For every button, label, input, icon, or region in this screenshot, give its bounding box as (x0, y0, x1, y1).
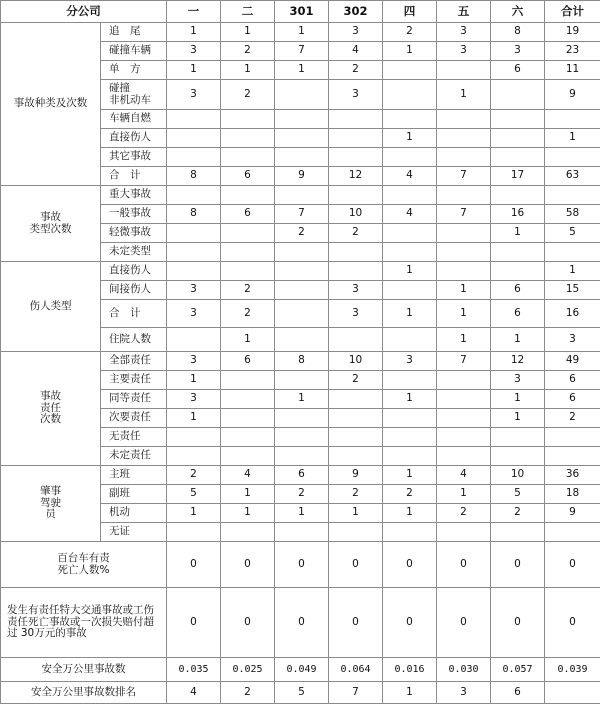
value-cell: 7 (275, 205, 329, 224)
value-cell: 1 (167, 371, 221, 390)
value-cell (221, 148, 275, 167)
value-cell: 3 (545, 328, 600, 352)
value-cell (221, 523, 275, 542)
value-cell (491, 110, 545, 129)
value-cell (383, 110, 437, 129)
value-cell (221, 262, 275, 281)
value-cell: 10 (329, 205, 383, 224)
table-row (1, 23, 600, 42)
value-cell (329, 447, 383, 466)
summary-value-cell: 0 (383, 588, 437, 658)
value-cell (275, 186, 329, 205)
summary-value-cell: 0 (545, 588, 600, 658)
value-cell: 1 (167, 23, 221, 42)
value-cell: 2 (383, 23, 437, 42)
value-cell: 2 (275, 224, 329, 243)
value-cell: 1 (383, 42, 437, 61)
value-cell: 2 (491, 504, 545, 523)
summary-value-cell: 0 (167, 542, 221, 588)
value-cell: 10 (491, 466, 545, 485)
value-cell: 1 (383, 466, 437, 485)
summary-value-cell: 0.030 (437, 658, 491, 682)
table-row (1, 262, 600, 281)
value-cell (491, 148, 545, 167)
value-cell (383, 281, 437, 300)
value-cell: 1 (167, 504, 221, 523)
value-cell: 1 (329, 504, 383, 523)
value-cell (383, 328, 437, 352)
row-group-label: 伤人类型 (1, 262, 101, 352)
row-label: 合 计 (101, 167, 167, 186)
value-cell (167, 428, 221, 447)
column-header: 五 (437, 1, 491, 23)
value-cell: 15 (545, 281, 600, 300)
value-cell: 6 (221, 205, 275, 224)
value-cell: 12 (329, 167, 383, 186)
value-cell: 3 (167, 390, 221, 409)
value-cell: 1 (545, 262, 600, 281)
column-header: 四 (383, 1, 437, 23)
value-cell: 2 (329, 61, 383, 80)
row-label: 同等责任 (101, 390, 167, 409)
value-cell: 1 (491, 409, 545, 428)
value-cell (383, 447, 437, 466)
value-cell (329, 262, 383, 281)
column-header: 二 (221, 1, 275, 23)
header-row (1, 1, 600, 23)
value-cell: 23 (545, 42, 600, 61)
row-label: 直接伤人 (101, 262, 167, 281)
summary-value-cell: 2 (221, 682, 275, 704)
value-cell (329, 523, 383, 542)
value-cell (329, 243, 383, 262)
value-cell: 1 (275, 23, 329, 42)
table-row (1, 352, 600, 371)
value-cell: 3 (437, 42, 491, 61)
row-label: 其它事故 (101, 148, 167, 167)
value-cell: 6 (491, 61, 545, 80)
value-cell (545, 186, 600, 205)
summary-value-cell: 0 (329, 542, 383, 588)
summary-value-cell: 7 (329, 682, 383, 704)
value-cell (329, 390, 383, 409)
row-label: 重大事故 (101, 186, 167, 205)
value-cell: 3 (437, 23, 491, 42)
value-cell: 9 (545, 504, 600, 523)
value-cell (221, 243, 275, 262)
value-cell (437, 428, 491, 447)
value-cell: 4 (437, 466, 491, 485)
summary-value-cell: 0.064 (329, 658, 383, 682)
value-cell: 6 (545, 371, 600, 390)
value-cell: 7 (437, 352, 491, 371)
value-cell (545, 523, 600, 542)
row-label: 全部责任 (101, 352, 167, 371)
column-header: 合计 (545, 1, 600, 23)
value-cell (167, 148, 221, 167)
value-cell (221, 409, 275, 428)
value-cell (437, 110, 491, 129)
value-cell: 5 (491, 485, 545, 504)
value-cell: 12 (491, 352, 545, 371)
row-label: 单 方 (101, 61, 167, 80)
value-cell (491, 80, 545, 110)
value-cell: 8 (167, 205, 221, 224)
value-cell (545, 428, 600, 447)
value-cell (437, 371, 491, 390)
value-cell: 9 (275, 167, 329, 186)
value-cell (383, 148, 437, 167)
value-cell: 3 (167, 281, 221, 300)
value-cell: 1 (383, 262, 437, 281)
value-cell: 1 (437, 300, 491, 328)
value-cell (167, 129, 221, 148)
row-label: 轻微事故 (101, 224, 167, 243)
value-cell (545, 243, 600, 262)
value-cell: 2 (383, 485, 437, 504)
summary-value-cell: 0 (167, 588, 221, 658)
value-cell (437, 61, 491, 80)
value-cell (275, 428, 329, 447)
value-cell (383, 409, 437, 428)
row-label: 追 尾 (101, 23, 167, 42)
summary-label: 发生有责任特大交通事故或工伤责任死亡事故或一次损失赔付超过 30万元的事故 (1, 588, 167, 658)
company-header: 分公司 (1, 1, 167, 23)
summary-value-cell: 0 (437, 542, 491, 588)
value-cell (491, 186, 545, 205)
value-cell: 3 (167, 42, 221, 61)
value-cell: 2 (329, 371, 383, 390)
summary-value-cell: 0 (437, 588, 491, 658)
value-cell: 49 (545, 352, 600, 371)
value-cell (545, 447, 600, 466)
value-cell: 6 (545, 390, 600, 409)
summary-value-cell (545, 682, 600, 704)
row-label: 合 计 (101, 300, 167, 328)
value-cell (383, 428, 437, 447)
value-cell: 1 (221, 61, 275, 80)
value-cell: 6 (491, 281, 545, 300)
value-cell: 1 (221, 23, 275, 42)
value-cell: 1 (221, 485, 275, 504)
value-cell: 4 (329, 42, 383, 61)
value-cell (167, 243, 221, 262)
summary-value-cell: 0.016 (383, 658, 437, 682)
value-cell: 1 (383, 129, 437, 148)
value-cell: 1 (437, 485, 491, 504)
value-cell: 1 (221, 328, 275, 352)
value-cell: 5 (167, 485, 221, 504)
value-cell (437, 186, 491, 205)
row-label: 车辆自燃 (101, 110, 167, 129)
value-cell (437, 447, 491, 466)
row-label: 未定责任 (101, 447, 167, 466)
value-cell (329, 129, 383, 148)
value-cell: 36 (545, 466, 600, 485)
value-cell: 2 (329, 485, 383, 504)
value-cell (221, 371, 275, 390)
value-cell (167, 523, 221, 542)
summary-value-cell: 4 (167, 682, 221, 704)
value-cell: 3 (167, 352, 221, 371)
summary-value-cell: 0.057 (491, 658, 545, 682)
summary-value-cell: 0 (545, 542, 600, 588)
value-cell: 63 (545, 167, 600, 186)
value-cell (491, 428, 545, 447)
value-cell: 2 (221, 281, 275, 300)
value-cell: 11 (545, 61, 600, 80)
value-cell (167, 447, 221, 466)
value-cell (221, 110, 275, 129)
value-cell: 2 (221, 80, 275, 110)
value-cell: 1 (167, 61, 221, 80)
value-cell (275, 148, 329, 167)
value-cell: 6 (221, 352, 275, 371)
value-cell (221, 224, 275, 243)
value-cell: 58 (545, 205, 600, 224)
row-label: 直接伤人 (101, 129, 167, 148)
value-cell (329, 409, 383, 428)
row-group-label: 事故 责任 次数 (1, 352, 101, 466)
value-cell: 2 (221, 300, 275, 328)
column-header: 301 (275, 1, 329, 23)
summary-value-cell: 6 (491, 682, 545, 704)
row-label: 间接伤人 (101, 281, 167, 300)
value-cell (167, 328, 221, 352)
value-cell (275, 243, 329, 262)
value-cell: 17 (491, 167, 545, 186)
value-cell: 1 (275, 390, 329, 409)
value-cell (437, 409, 491, 428)
summary-value-cell: 0 (275, 542, 329, 588)
value-cell: 2 (221, 42, 275, 61)
row-group-label: 事故种类及次数 (1, 23, 101, 186)
value-cell (383, 186, 437, 205)
value-cell: 10 (329, 352, 383, 371)
value-cell (275, 300, 329, 328)
value-cell: 1 (491, 328, 545, 352)
value-cell (383, 224, 437, 243)
value-cell (275, 129, 329, 148)
summary-value-cell: 0 (383, 542, 437, 588)
row-label: 未定类型 (101, 243, 167, 262)
value-cell: 6 (275, 466, 329, 485)
value-cell: 1 (275, 504, 329, 523)
value-cell: 3 (329, 23, 383, 42)
summary-value-cell: 0.049 (275, 658, 329, 682)
row-label: 次要责任 (101, 409, 167, 428)
summary-value-cell: 0 (491, 588, 545, 658)
value-cell (329, 428, 383, 447)
row-group-label: 事故 类型次数 (1, 186, 101, 262)
value-cell: 9 (545, 80, 600, 110)
value-cell: 2 (437, 504, 491, 523)
row-label: 碰撞 非机动车 (101, 80, 167, 110)
value-cell: 1 (167, 409, 221, 428)
value-cell: 3 (167, 300, 221, 328)
value-cell (221, 428, 275, 447)
row-label: 一般事故 (101, 205, 167, 224)
summary-value-cell: 0 (491, 542, 545, 588)
value-cell (491, 262, 545, 281)
summary-row (1, 588, 600, 658)
value-cell: 5 (545, 224, 600, 243)
value-cell: 7 (437, 205, 491, 224)
value-cell: 1 (437, 80, 491, 110)
summary-row (1, 542, 600, 588)
value-cell (167, 262, 221, 281)
value-cell: 6 (491, 300, 545, 328)
summary-value-cell: 3 (437, 682, 491, 704)
value-cell (383, 523, 437, 542)
value-cell: 8 (167, 167, 221, 186)
value-cell (437, 243, 491, 262)
summary-value-cell: 0.035 (167, 658, 221, 682)
value-cell (221, 447, 275, 466)
row-label: 无证 (101, 523, 167, 542)
value-cell: 4 (221, 466, 275, 485)
value-cell: 3 (491, 42, 545, 61)
value-cell (275, 371, 329, 390)
summary-label: 安全万公里事故数 (1, 658, 167, 682)
value-cell: 4 (383, 167, 437, 186)
value-cell (437, 262, 491, 281)
value-cell (329, 148, 383, 167)
value-cell: 1 (437, 281, 491, 300)
summary-row (1, 658, 600, 682)
value-cell: 3 (329, 300, 383, 328)
value-cell: 6 (221, 167, 275, 186)
summary-row (1, 682, 600, 704)
value-cell (167, 110, 221, 129)
value-cell: 16 (491, 205, 545, 224)
value-cell (329, 110, 383, 129)
value-cell: 8 (491, 23, 545, 42)
value-cell: 7 (275, 42, 329, 61)
value-cell (383, 243, 437, 262)
value-cell: 2 (275, 485, 329, 504)
value-cell: 3 (329, 80, 383, 110)
value-cell (275, 262, 329, 281)
value-cell: 1 (383, 390, 437, 409)
value-cell: 2 (545, 409, 600, 428)
summary-value-cell: 1 (383, 682, 437, 704)
row-label: 碰撞车辆 (101, 42, 167, 61)
value-cell: 1 (275, 61, 329, 80)
value-cell (221, 129, 275, 148)
value-cell: 1 (221, 504, 275, 523)
value-cell: 8 (275, 352, 329, 371)
value-cell (275, 409, 329, 428)
value-cell (437, 523, 491, 542)
value-cell (275, 523, 329, 542)
value-cell: 2 (329, 224, 383, 243)
value-cell: 1 (383, 300, 437, 328)
value-cell (329, 186, 383, 205)
value-cell (437, 129, 491, 148)
summary-label: 百台车有责 死亡人数% (1, 542, 167, 588)
value-cell (167, 224, 221, 243)
row-label: 无责任 (101, 428, 167, 447)
value-cell (437, 148, 491, 167)
value-cell (491, 129, 545, 148)
value-cell: 1 (383, 504, 437, 523)
value-cell: 19 (545, 23, 600, 42)
value-cell: 2 (167, 466, 221, 485)
value-cell (491, 243, 545, 262)
row-label: 机动 (101, 504, 167, 523)
row-label: 住院人数 (101, 328, 167, 352)
summary-value-cell: 0 (221, 588, 275, 658)
summary-value-cell: 0.025 (221, 658, 275, 682)
value-cell: 3 (383, 352, 437, 371)
value-cell (221, 186, 275, 205)
column-header: 六 (491, 1, 545, 23)
column-header: 302 (329, 1, 383, 23)
row-label: 主要责任 (101, 371, 167, 390)
value-cell (437, 390, 491, 409)
value-cell: 1 (545, 129, 600, 148)
row-label: 副班 (101, 485, 167, 504)
value-cell: 9 (329, 466, 383, 485)
table-row (1, 186, 600, 205)
summary-value-cell: 0 (221, 542, 275, 588)
value-cell (383, 61, 437, 80)
value-cell (275, 447, 329, 466)
value-cell (437, 224, 491, 243)
value-cell: 18 (545, 485, 600, 504)
value-cell: 3 (167, 80, 221, 110)
value-cell: 1 (437, 328, 491, 352)
table-row (1, 466, 600, 485)
value-cell: 16 (545, 300, 600, 328)
value-cell (275, 110, 329, 129)
value-cell: 1 (491, 224, 545, 243)
summary-value-cell: 0 (329, 588, 383, 658)
summary-label: 安全万公里事故数排名 (1, 682, 167, 704)
row-label: 主班 (101, 466, 167, 485)
value-cell: 3 (329, 281, 383, 300)
value-cell: 7 (437, 167, 491, 186)
row-group-label: 肇事 驾驶 员 (1, 466, 101, 542)
value-cell: 1 (491, 390, 545, 409)
value-cell (275, 281, 329, 300)
value-cell (329, 328, 383, 352)
summary-value-cell: 5 (275, 682, 329, 704)
value-cell (275, 80, 329, 110)
value-cell (383, 371, 437, 390)
value-cell (383, 80, 437, 110)
value-cell (221, 390, 275, 409)
summary-value-cell: 0.039 (545, 658, 600, 682)
value-cell: 4 (383, 205, 437, 224)
value-cell (491, 447, 545, 466)
value-cell (275, 328, 329, 352)
value-cell (491, 523, 545, 542)
value-cell (545, 110, 600, 129)
summary-value-cell: 0 (275, 588, 329, 658)
value-cell: 3 (491, 371, 545, 390)
column-header: 一 (167, 1, 221, 23)
value-cell (167, 186, 221, 205)
value-cell (545, 148, 600, 167)
